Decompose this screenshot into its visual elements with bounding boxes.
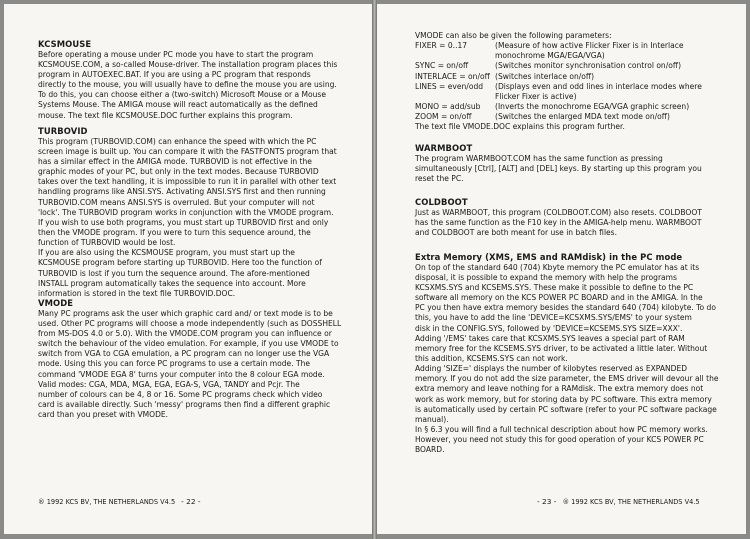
text-line: switch from VGA to CGA emulation, a PC program can no longer use the VGA [38, 349, 330, 359]
text-line: then the VMODE program. If you were to turn this sequence around, the [38, 228, 311, 237]
vmode-parameters-section [415, 31, 735, 132]
text-line: from MS-DOS 4.0 or 5.0). With the VMODE.COM program you can influence or [38, 328, 332, 338]
extra-memory-body [415, 263, 735, 456]
parameter-row [415, 51, 735, 61]
parameter-row [415, 61, 735, 71]
text-line: KCSMOUSE program before starting up TURBOVID. Here too the function of [38, 258, 322, 268]
left-page-footer [38, 498, 201, 506]
text-line: graphic modes of your PC, but only in the text modes. Because TURBOVID [38, 167, 319, 177]
text-line: VMODE can also be given the following parameters: [415, 31, 612, 40]
text-line: Adding '/EMS' takes care that KCSXMS.SYS leaves a special part of RAM [415, 333, 685, 343]
parameters-outro [415, 122, 735, 132]
parameter-description: Flicker Fixer is active) [495, 91, 577, 101]
text-line: mode. Using this you can force PC programs to use a certain mode. The [38, 359, 311, 369]
turbovid-body [38, 137, 356, 300]
parameter-row [415, 92, 735, 102]
parameter-key: LINES = even/odd [415, 81, 484, 91]
warmboot-body [415, 154, 735, 184]
turbovid-heading: TURBOVID [38, 126, 88, 136]
parameter-description: (Switches monitor synchronisation control on/off) [495, 61, 682, 71]
copyright-notice: ® 1992 KCS BV, THE NETHERLANDS V4.5 [38, 498, 176, 506]
coldboot-section [415, 197, 735, 238]
text-line: If you are also using the KCSMOUSE program, you must start up the [38, 248, 295, 258]
text-line: Just as WARMBOOT, this program (COLDBOOT.COM) also resets. COLDBOOT [415, 207, 702, 217]
text-line: function of TURBOVID would be lost. [38, 238, 176, 248]
parameter-row [415, 72, 735, 82]
text-line: reset the PC. [415, 173, 464, 183]
text-line: handling programs like ANSI.SYS. Activating ANSI.SYS first and then running [38, 187, 326, 197]
parameter-key: FIXER = 0..17 [415, 41, 468, 51]
text-line: TURBOVID is lost if you turn the sequence around. The afore-mentioned [38, 268, 310, 278]
text-line: This program (TURBOVID.COM) can enhance the speed with which the PC [38, 136, 317, 146]
parameter-description: (Displays even and odd lines in interlace modes where [495, 81, 702, 91]
parameter-description: monochrome MGA/EGA/VGA) [495, 51, 605, 61]
page-number: - 22 - [181, 497, 201, 506]
parameter-row [415, 112, 735, 122]
parameter-row [415, 102, 735, 112]
text-line: program in AUTOEXEC.BAT. If you are using a PC program that responds [38, 69, 311, 79]
parameter-row [415, 82, 735, 92]
text-line: KCSXMS.SYS and KCSEMS.SYS. These make it possible to define to the PC [415, 282, 694, 292]
text-line: has the same function as the F10 key in the AMIGA-help menu. WARMBOOT [415, 217, 702, 227]
kcsmouse-heading: KCSMOUSE [38, 39, 92, 49]
kcsmouse-section [38, 39, 356, 121]
coldboot-heading: COLDBOOT [415, 197, 468, 207]
parameter-row [415, 41, 735, 51]
text-line: KCSMOUSE.COM, a so-called Mouse-driver. The installation program places this [38, 59, 338, 69]
copyright-notice: ® 1992 KCS BV, THE NETHERLANDS V4.5 [562, 498, 700, 506]
text-line: work as work memory, but for storing data by PC software. This extra memory [415, 394, 712, 404]
text-line: INSTALL program automatically takes the sequence into account. More [38, 278, 306, 288]
text-line: However, you need not study this for good operation of your KCS POWER PC [415, 435, 704, 445]
warmboot-section [415, 143, 735, 184]
text-line: this addition, KCSEMS.SYS can not work. [415, 354, 568, 363]
text-line: 'lock'. The TURBOVID program works in conjunction with the VMODE program. [38, 207, 334, 217]
parameter-description: (Measure of how active Flicker Fixer is in Interlace [495, 41, 684, 51]
extra-memory-heading: Extra Memory (XMS, EMS and RAMdisk) in the PC mode [415, 252, 683, 262]
parameter-key: SYNC = on/off [415, 61, 469, 71]
text-line: screen image is built up. You can compare it with the FASTFONTS program that [38, 146, 337, 156]
text-line: information is stored in the text file TURBOVID.DOC. [38, 288, 236, 298]
parameter-key: ZOOM = on/off [415, 112, 472, 122]
text-line: disposal, it is possible to expand the memory with help the programs [415, 272, 677, 282]
text-line: Before operating a mouse under PC mode you have to start the program [38, 49, 314, 59]
text-line: extra memory and leave nothing for a RAMdisk. The extra memory does not [415, 384, 704, 394]
parameter-description: (Inverts the monochrome EGA/VGA graphic screen) [495, 102, 690, 111]
text-line: takes over the text handling, it is impossible to run it in parallel with other text [38, 177, 337, 187]
text-line: To do this, you can choose either a (two-switch) Microsoft Mouse or a Mouse [38, 90, 326, 100]
text-line: simultaneously [Ctrl], [ALT] and [DEL] keys. By starting up this program you [415, 163, 702, 173]
text-line: is automatically used by certain PC software (refer to your PC software package [415, 404, 717, 414]
kcsmouse-body [38, 50, 356, 121]
text-line: switch the behaviour of the video emulation. For example, if you use VMODE to [38, 339, 339, 349]
text-line: manual). [415, 414, 449, 424]
vmode-body [38, 309, 356, 421]
text-line: Many PC programs ask the user which graphic card and/ or text mode is to be [38, 308, 333, 318]
text-line: On top of the standard 640 (704) Kbyte memory the PC emulator has at its [415, 262, 700, 272]
text-line: this, you have to add the line 'DEVICE=KCSXMS.SYS/EMS' to your system [415, 313, 692, 323]
parameter-key: MONO = add/sub [415, 102, 481, 111]
text-line: The program WARMBOOT.COM has the same function as pressing [415, 153, 663, 163]
text-line: PC you then have extra memory besides the standard 640 (704) kilobyte. To do [415, 303, 716, 313]
turbovid-section [38, 126, 356, 299]
text-line: Adding 'SIZE=' displays the number of kilobytes reserved as EXPANDED [415, 364, 688, 374]
right-page [377, 4, 746, 534]
text-line: If you wish to use both programs, you must start up TURBOVID first and only [38, 217, 329, 227]
parameter-description: (Switches interlace on/off) [495, 71, 595, 81]
text-line: mouse. The text file KCSMOUSE.DOC further explains this program. [38, 110, 293, 120]
text-line: disk in the CONFIG.SYS, followed by 'DEVICE=KCSEMS.SYS SIZE=XXX'. [415, 323, 683, 333]
text-line: and COLDBOOT are both meant for use in batch files. [415, 227, 618, 237]
parameters-intro [415, 31, 735, 41]
extra-memory-section [415, 252, 735, 456]
vmode-heading: VMODE [38, 298, 74, 308]
warmboot-heading: WARMBOOT [415, 143, 473, 153]
text-line: Systems Mouse. The AMIGA mouse will react automatically as the defined [38, 100, 318, 110]
page-number: - 23 - [537, 497, 557, 506]
text-line: card is available directly. Such 'messy' programs then find a different graphic [38, 400, 331, 409]
vmode-section [38, 298, 356, 420]
text-line: Valid modes: CGA, MDA, MGA, EGA, EGA-S, VGA, TANDY and Pcjr. The [38, 379, 300, 389]
text-line: memory. If you do not add the size parameter, the EMS driver will devour all the [415, 374, 719, 384]
text-line: command 'VMODE EGA 8' turns your computer into the 8 colour EGA mode. [38, 369, 325, 379]
text-line: TURBOVID.COM means ANSI.SYS is overruled. But your computer will not [38, 197, 315, 207]
right-page-footer [537, 498, 700, 506]
coldboot-body [415, 208, 735, 238]
text-line: BOARD. [415, 445, 445, 455]
text-line: The text file VMODE.DOC explains this program further. [415, 122, 625, 132]
text-line: number of colours can be 4, 8 or 16. Some PC programs check which video [38, 389, 323, 399]
text-line: card than you preset with VMODE. [38, 410, 169, 420]
text-line: In § 6.3 you will find a full technical description about how PC memory works. [415, 425, 708, 435]
text-line: used. Other PC programs will choose a mode independently (such as DOSSHELL [38, 318, 342, 328]
parameter-description: (Switches the enlarged MDA text mode on/off) [495, 112, 670, 122]
text-line: memory free for the KCSEMS.SYS driver, to be activated a little later. Without [415, 343, 708, 353]
text-line: software all memory on the KCS POWER PC BOARD and in the AMIGA. In the [415, 293, 703, 303]
parameter-key: INTERLACE = on/off [415, 71, 490, 81]
text-line: directly to the mouse, you will usually have to define the mouse you are using. [38, 80, 337, 90]
text-line: has a similar effect in the AMIGA mode. TURBOVID is not effective in the [38, 156, 312, 166]
left-page [4, 4, 372, 534]
